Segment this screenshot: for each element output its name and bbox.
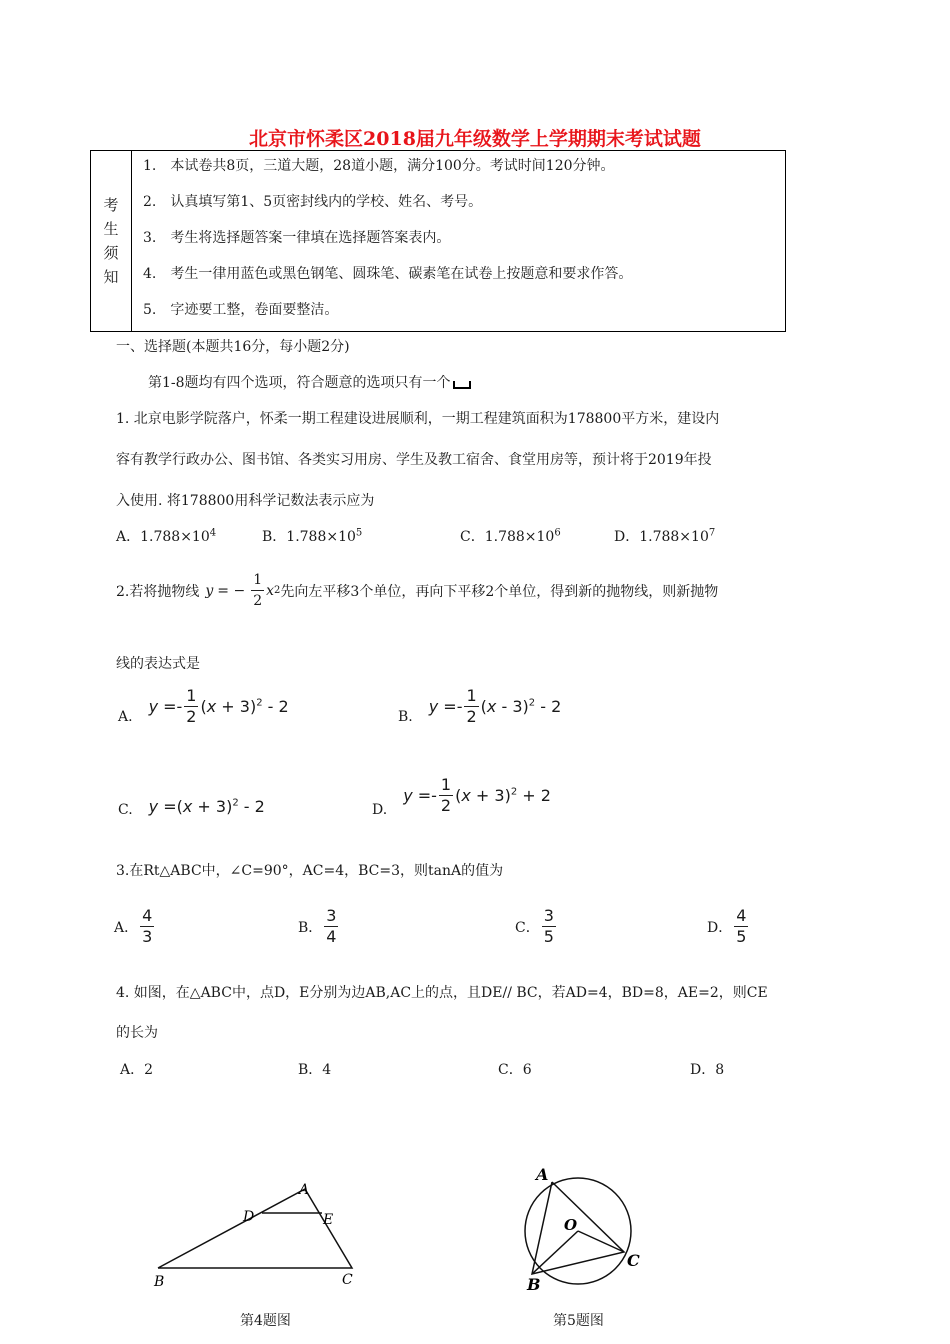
fig4-label-c: C bbox=[342, 1272, 353, 1288]
fig4-label-b: B bbox=[154, 1274, 165, 1290]
figure-4-caption: 第4题图 bbox=[240, 1313, 291, 1329]
notice-item: 5. 字迹要工整，卷面要整洁。 bbox=[143, 302, 339, 318]
section-instruction: 第1-8题均有四个选项，符合题意的选项只有一个 bbox=[148, 372, 471, 392]
page-title: 北京市怀柔区2018届九年级数学上学期期末考试试题 bbox=[249, 128, 701, 150]
q3-option-a: A． $\frac{4}{3}$ bbox=[114, 906, 153, 946]
q2-option-b: B. y =- $\frac{1}{2}$ (x - 3)$^2$ - 2 bbox=[398, 686, 562, 726]
q1-option-a: A．$1.788\times 10^4$ bbox=[116, 527, 217, 545]
figure-5-caption: 第5题图 bbox=[553, 1313, 604, 1329]
q4-stem-line: 4. 如图，在△ABC中，点D，E分别为边AB,AC上的点，且DE// BC，若AD=4，BD=8，AE=2，则CE bbox=[116, 985, 768, 1001]
notice-side-label bbox=[91, 151, 132, 331]
notice-side-char: 知 bbox=[103, 268, 119, 286]
fig5-label-c: C bbox=[627, 1251, 640, 1270]
fig4-label-e: E bbox=[323, 1212, 334, 1228]
figure-5-circle bbox=[515, 1160, 655, 1300]
q1-stem-line: 容有教学行政办公、图书馆、各类实习用房、学生及教工宿舍、食堂用房等，预计将于2019年投 bbox=[116, 452, 712, 468]
q4-option-a: A．2 bbox=[120, 1062, 154, 1078]
figure-4-triangle bbox=[140, 1170, 380, 1300]
fig5-label-a: A bbox=[536, 1165, 549, 1184]
notice-item: 4. 考生一律用蓝色或黑色钢笔、圆珠笔、碳素笔在试卷上按题意和要求作答。 bbox=[143, 266, 633, 282]
q2-option-c: C. $y =(x + 3)^2 - 2$ bbox=[118, 796, 265, 818]
notice-side-char: 须 bbox=[103, 244, 119, 262]
q3-option-c: C． $\frac{3}{5}$ bbox=[515, 906, 554, 946]
q1-stem-line: 入使用. 将178800用科学记数法表示应为 bbox=[116, 493, 375, 509]
q2-option-d: D. y =- $\frac{1}{2}$ $(x + 3)^2 + 2$ bbox=[372, 774, 551, 818]
notice-item: 1. 本试卷共8页，三道大题，28道小题，满分100分。考试时间120分钟。 bbox=[143, 158, 615, 174]
fig5-label-b: B bbox=[527, 1275, 541, 1294]
q3-option-b: B． $\frac{3}{4}$ bbox=[298, 906, 337, 946]
exam-notice-box bbox=[90, 150, 786, 332]
notice-side-char: 生 bbox=[103, 220, 119, 238]
q3-stem: 3.在Rt△ABC中，∠C=90°，AC=4，BC=3，则tanA的值为 bbox=[116, 863, 504, 879]
notice-side-char: 考 bbox=[103, 196, 119, 214]
notice-item: 3. 考生将选择题答案一律填在选择题答案表内。 bbox=[143, 230, 451, 246]
q1-option-c: C．$1.788\times 10^6$ bbox=[460, 527, 561, 545]
q2-stem: 2.若将抛物线 y = − $\frac{1}{2}$ x 2 先向左平移3个单位，再向下平移2个单位，得到新的抛物线，则新抛物 bbox=[116, 572, 719, 609]
fig4-label-d: D bbox=[243, 1209, 255, 1225]
q4-option-c: C．6 bbox=[498, 1062, 532, 1078]
q3-option-d: D． $\frac{4}{5}$ bbox=[707, 906, 747, 946]
notice-item: 2. 认真填写第1、5页密封线内的学校、姓名、考号。 bbox=[143, 194, 483, 210]
q4-option-b: B．4 bbox=[298, 1062, 332, 1078]
q4-stem-line: 的长为 bbox=[116, 1025, 158, 1041]
q4-option-d: D．8 bbox=[690, 1062, 725, 1078]
q1-option-b: B．$1.788\times 10^5$ bbox=[262, 527, 363, 545]
q2-option-a: A. y =- $\frac{1}{2}$ $(x + 3)^2 - 2$ bbox=[118, 686, 289, 726]
q1-stem-line: 1. 北京电影学院落户，怀柔一期工程建设进展顺利，一期工程建筑面积为178800平方米，建设内 bbox=[116, 411, 720, 427]
q1-option-d: D．$1.788\times 10^7$ bbox=[614, 527, 716, 545]
q2-stem-line2: 线的表达式是 bbox=[116, 656, 200, 672]
fig4-label-a: A bbox=[299, 1182, 310, 1198]
section-heading: 一、选择题(本题共16分，每小题2分) bbox=[116, 339, 350, 355]
fig5-label-o: O bbox=[564, 1216, 578, 1234]
